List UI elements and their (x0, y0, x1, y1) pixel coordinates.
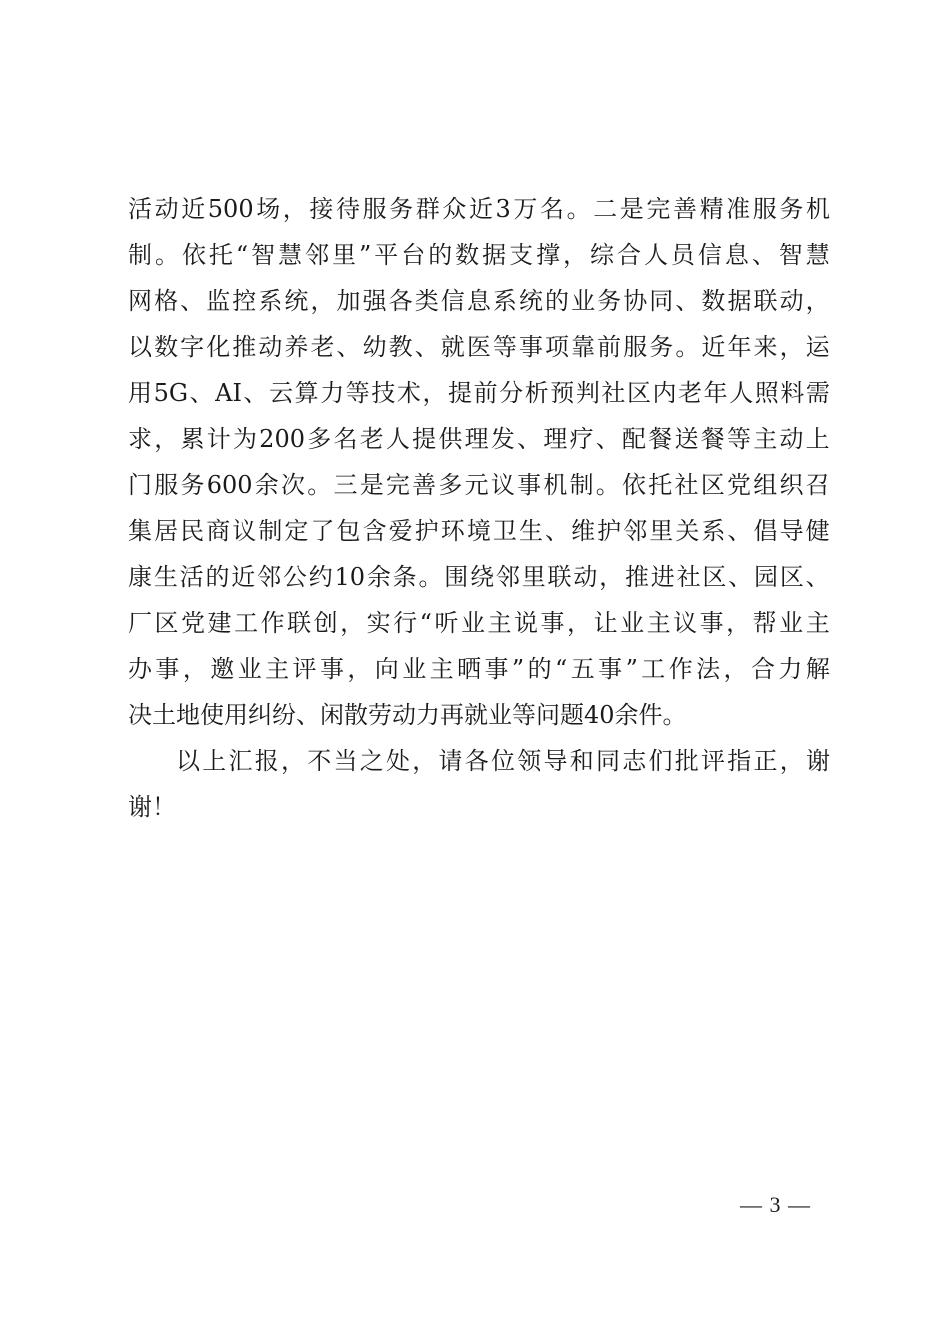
paragraph-1-line-1: 活 动 近 500 场 ， 接 待 服 务 群 众 近 3 万 名 。 二 是 完 善 精 准 服 务 机 (128, 195, 830, 223)
paragraph-1-line-10: 厂 区 党 建 工 作 联 创 ， 实 行 “ 听 业 主 说 事 ， 让 业 主 议 事 ， 帮 业 主 (128, 609, 830, 637)
paragraph-1-line-4: 以 数 字 化 推 动 养 老 、 幼 教 、 就 医 等 事 项 靠 前 服 务 。 近 年 来 ， 运 (128, 333, 830, 361)
paragraph-2-line-1: 以 上 汇 报 ， 不 当 之 处 ， 请 各 位 领 导 和 同 志 们 批 评 指 正 ， 谢 (176, 747, 830, 775)
paragraph-1-line-5: 用 5G 、 AI 、 云 算 力 等 技 术 ， 提 前 分 析 预 判 社 区 内 老 年 人 照 料 需 (128, 379, 830, 407)
paragraph-1-line-8: 集 居 民 商 议 制 定 了 包 含 爱 护 环 境 卫 生 、 维 护 邻 里 关 系 、 倡 导 健 (128, 517, 830, 545)
body-text (128, 186, 830, 830)
paragraph-2-line-2: 谢！ (128, 793, 176, 821)
paragraph-1-line-7: 门 服 务 600 余 次 。 三 是 完 善 多 元 议 事 机 制 。 依 托 社 区 党 组 织 召 (128, 471, 830, 499)
paragraph-1-line-11: 办 事 ， 邀 业 主 评 事 ， 向 业 主 晒 事 ” 的 “ 五 事 ” 工 作 法 ， 合 力 解 (128, 655, 830, 683)
page-number: — 3 — (740, 1192, 811, 1217)
paragraph-1-line-6: 求 ， 累 计 为 200 多 名 老 人 提 供 理 发 、 理 疗 、 配 餐 送 餐 等 主 动 上 (128, 425, 830, 453)
paragraph-1-line-9: 康 生 活 的 近 邻 公 约 10 余 条 。 围 绕 邻 里 联 动 ， 推 进 社 区 、 园 区 、 (128, 563, 830, 591)
paragraph-1-line-2: 制 。 依 托 “ 智 慧 邻 里 ” 平 台 的 数 据 支 撑 ， 综 合 人 员 信 息 、 智 慧 (128, 241, 830, 269)
paragraph-1-line-3: 网 格 、 监 控 系 统 ， 加 强 各 类 信 息 系 统 的 业 务 协 同 、 数 据 联 动 ， (128, 287, 830, 315)
paragraph-1-line-12: 决土地使用纠纷、闲散劳动力再就业等问题40余件。 (128, 701, 687, 729)
